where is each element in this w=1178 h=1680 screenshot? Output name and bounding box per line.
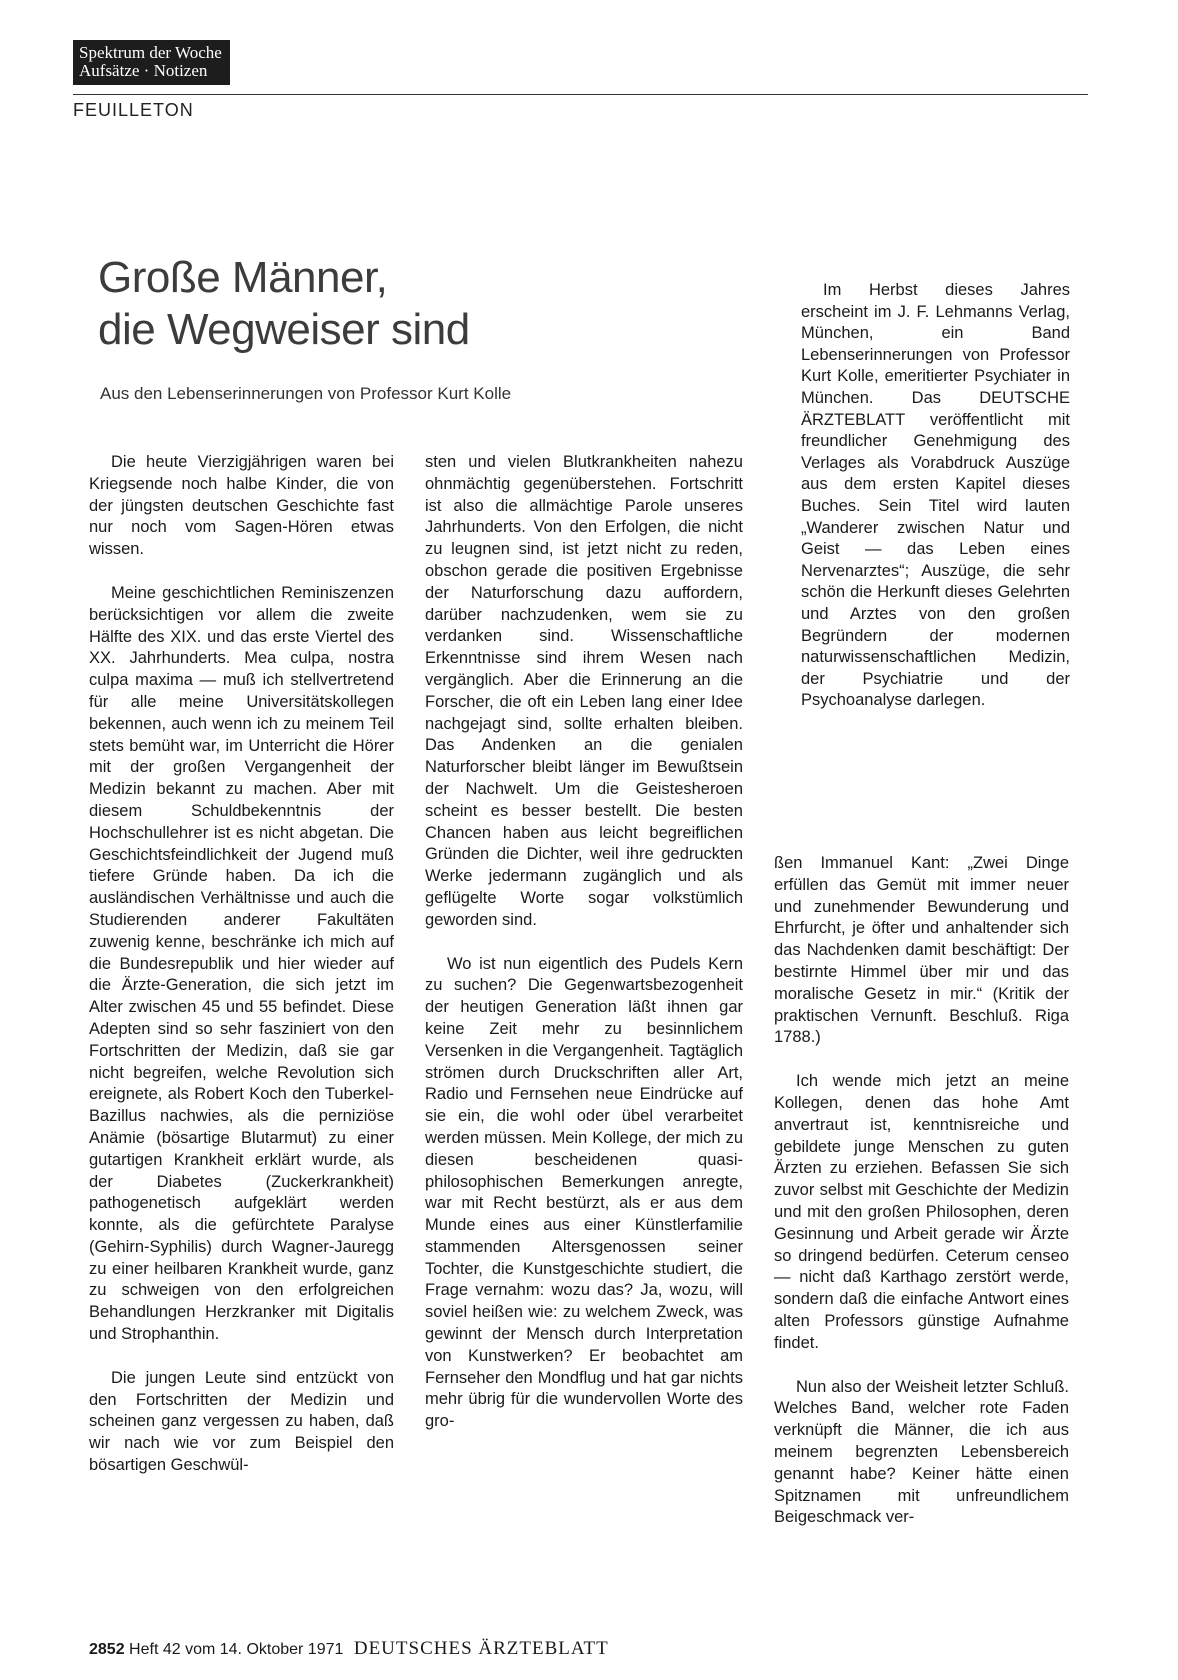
article-title-line1: Große Männer, <box>98 253 388 302</box>
paragraph: Nun also der Weisheit letzter Schluß. Welches Band, welcher rote Faden verknüpft die Männer, die ich aus meinem begrenzten Lebensbereich genannt habe? Keiner hätte einen Spitznamen mit unfreundlichem Beigeschmack ver- <box>774 1377 1069 1527</box>
text-column-2 <box>425 452 743 1433</box>
masthead-line2: Aufsätze · Notizen <box>79 61 208 80</box>
article-title <box>98 252 658 356</box>
page-number: 2852 <box>89 1641 125 1658</box>
article-title-line2: die Wegweiser sind <box>98 305 470 354</box>
paragraph: Wo ist nun eigentlich des Pudels Kern zu suchen? Die Gegenwartsbezogenheit der heutigen Generation läßt ihnen gar keine Zeit mehr zu besinnlichem Versenken in die Vergangenheit. Tagtäglich strömen durch Druckschriften aller Art, Radio und Fernsehen neue Eindrücke auf sie ein, die wohl oder übel verarbeitet werden müssen. Mein Kollege, der mich zu diesen bescheidenen quasi-philosophischen Bemerkungen anregte, war mit Recht bestürzt, als er aus dem Munde eines aus einer Künstlerfamilie stammenden Altersgenossen seiner Tochter, die Kunstgeschichte studiert, die Frage vernahm: wozu das? Ja, wozu, will soviel heißen wie: zu welchem Zweck, was gewinnt der Mensch durch Interpretation von Kunstwerken? Er beobachtet am Fernseher den Mondflug und hat gar nichts mehr übrig für die wundervollen Worte des gro- <box>425 954 743 1431</box>
page-footer <box>89 1638 609 1660</box>
paragraph: Die heute Vierzigjährigen waren bei Kriegsende noch halbe Kinder, die von der jüngsten deutschen Geschichte fast nur noch vom Sagen-Hören etwas wissen. <box>89 453 394 559</box>
paragraph: ßen Immanuel Kant: „Zwei Dinge erfüllen das Gemüt mit immer neuer und zunehmender Bewunderung und Ehrfurcht, je öfter und anhaltender sich das Nachdenken damit beschäftigt: Der bestirnte Himmel über mir und das moralische Gesetz in mir.“ (Kritik der praktischen Vernunft. Beschluß. Riga 1788.) <box>774 854 1069 1047</box>
section-label: FEUILLETON <box>73 100 194 120</box>
text-column-3 <box>774 853 1069 1529</box>
masthead-badge <box>73 40 230 85</box>
paragraph: Ich wende mich jetzt an meine Kollegen, denen das hohe Amt anvertraut ist, kenntnisreiche und gebildete junge Menschen zu guten Ärzten zu erziehen. Befassen Sie sich zuvor selbst mit Geschichte der Medizin und mit den großen Philosophen, deren Gesinnung und Arbeit gerade wir Ärzte so dringend bedürfen. Ceterum censeo — nicht daß Karthago zerstört werde, sondern daß die einfache Antwort eines alten Professors günstige Aufnahme findet. <box>774 1072 1069 1352</box>
text-column-1 <box>89 452 394 1477</box>
masthead-line1: Spektrum der Woche <box>79 43 222 62</box>
journal-name: DEUTSCHES ÄRZTEBLATT <box>353 1638 609 1659</box>
article-intro: Im Herbst dieses Jahres erscheint im J. F. Lehmanns Verlag, München, ein Band Lebenserinnerungen von Professor Kurt Kolle, emeritierter Psychiater in München. Das DEUTSCHE ÄRZTEBLATT veröffentlicht mit freundlicher Genehmigung des Verlages als Vorabdruck Auszüge aus dem ersten Kapitel dieses Buches. Sein Titel wird lauten „Wanderer zwischen Natur und Geist — das Leben eines Nervenarztes“; Auszüge, die sehr schön die Herkunft dieses Gelehrten und Arztes von den großen Begründern der modernen naturwissenschaftlichen Medizin, der Psychiatrie und der Psychoanalyse darlegen. <box>801 281 1070 710</box>
article-subtitle: Aus den Lebenserinnerungen von Professor Kurt Kolle <box>100 384 512 403</box>
paragraph: Meine geschichtlichen Reminiszenzen berücksichtigen vor allem die zweite Hälfte des XIX. und das erste Viertel des XX. Jahrhunderts. Mea culpa, nostra culpa maxima — muß ich stellvertretend für alle meine Universitätskollegen bekennen, auch wenn ich zu meinem Teil stets bemüht war, im Unterricht die Hörer mit der großen Vergangenheit der Medizin bekannt zu machen. Aber mit diesem Schuldbekenntnis der Hochschullehrer ist es nicht abgetan. Die Geschichtsfeindlichkeit der Jugend muß tiefere Gründe haben. Da ich die ausländischen Verhältnisse und auch die Studierenden anderer Fakultäten zuwenig kenne, beschränke ich mich auf die Bundesrepublik und hier wieder auf die Ärzte-Generation, die sich jetzt im Alter zwischen 45 und 55 befindet. Diese Adepten sind so sehr fasziniert von den Fortschritten der Medizin, daß sie gar nicht begreifen, welche Revolution sich ereignete, als Robert Koch den Tuberkel-Bazillus nachwies, als die perniziöse Anämie (bösartige Blutarmut) zu einer gutartigen Krankheit erklärt wurde, als der Diabetes (Zuckerkrankheit) pathogenetisch aufgeklärt werden konnte, als die gefürchtete Paralyse (Gehirn-Syphilis) durch Wagner-Jauregg zu einer heilbaren Krankheit wurde, ganz zu schweigen von den erfolgreichen Behandlungen Herzkranker mit Digitalis und Strophanthin. <box>89 583 394 1344</box>
issue-info: Heft 42 vom 14. Oktober 1971 <box>129 1641 344 1658</box>
paragraph: sten und vielen Blutkrankheiten nahezu ohnmächtig gegenüberstehen. Fortschritt ist also die allmächtige Parole unseres Jahrhunderts. Von den Erfolgen, die nicht zu leugnen sind, ist jetzt nicht zu reden, obschon gerade die positiven Ergebnisse der Naturforschung dazu auffordern, darüber nachzudenken, wem sie zu verdanken sind. Wissenschaftliche Erkenntnisse sind ihrem Wesen nach vergänglich. Aber die Erinnerung an die Forscher, die oft ein Leben lang einer Idee nachgejagt sind, sollte erhalten bleiben. Das Andenken an die genialen Naturforscher bleibt länger im Bewußtsein der Nachwelt. Um die Geistesheroen scheint es besser bestellt. Die besten Chancen haben aus leicht begreiflichen Gründen die Dichter, weil ihre gedruckten Werke jedermann zugänglich und als geflügelte Worte sogar volkstümlich geworden sind. <box>425 453 743 929</box>
header-rule <box>73 94 1088 95</box>
paragraph: Die jungen Leute sind entzückt von den Fortschritten der Medizin und scheinen ganz vergessen zu haben, daß wir nach wie vor zum Beispiel den bösartigen Geschwül- <box>89 1368 394 1475</box>
